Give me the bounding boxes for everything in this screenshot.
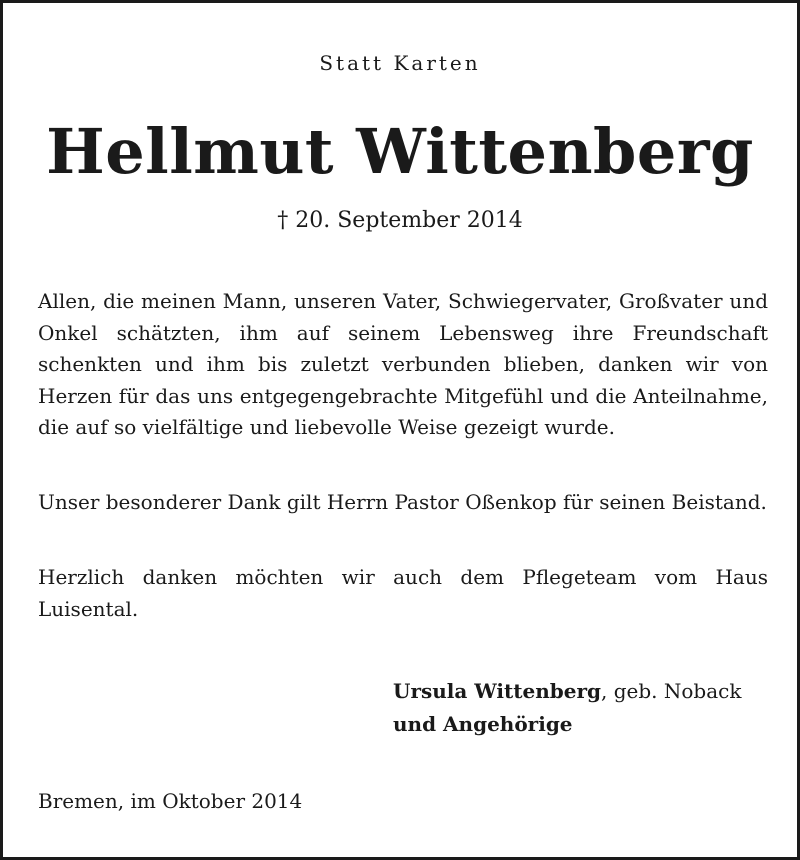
death-date: † 20. September 2014: [277, 208, 523, 233]
signature-line-1: [393, 675, 741, 708]
place-date: Bremen, im Oktober 2014: [38, 789, 303, 813]
deceased-name: Hellmut Wittenberg: [46, 115, 754, 188]
signatory-name: Ursula Wittenberg: [393, 679, 601, 703]
kicker-text: Statt Karten: [319, 51, 481, 75]
care-team-thanks-paragraph: Herzlich danken möchten wir auch dem Pflegeteam vom Haus Luisental.: [38, 565, 768, 621]
signature-line-2: [393, 708, 741, 741]
relatives-text: und Angehörige: [393, 712, 573, 736]
pastor-thanks-paragraph: Unser besonderer Dank gilt Herrn Pastor Oßenkop für seinen Beistand.: [38, 490, 767, 514]
thanks-paragraph: Allen, die meinen Mann, unseren Vater, Schwiegervater, Großvater und Onkel schätzten, ihm auf seinem Lebensweg ihre Freundschaft schenkten und ihm bis zuletzt verbunden blieben, danken wir von Herzen für das uns entgegengebrachte Mitgefühl und die Anteilnahme, die auf so vielfältige und liebevolle Weise gezeigt wurde.: [38, 289, 768, 439]
signatory-birth-name: , geb. Noback: [600, 679, 742, 703]
signature-block: [393, 675, 741, 741]
